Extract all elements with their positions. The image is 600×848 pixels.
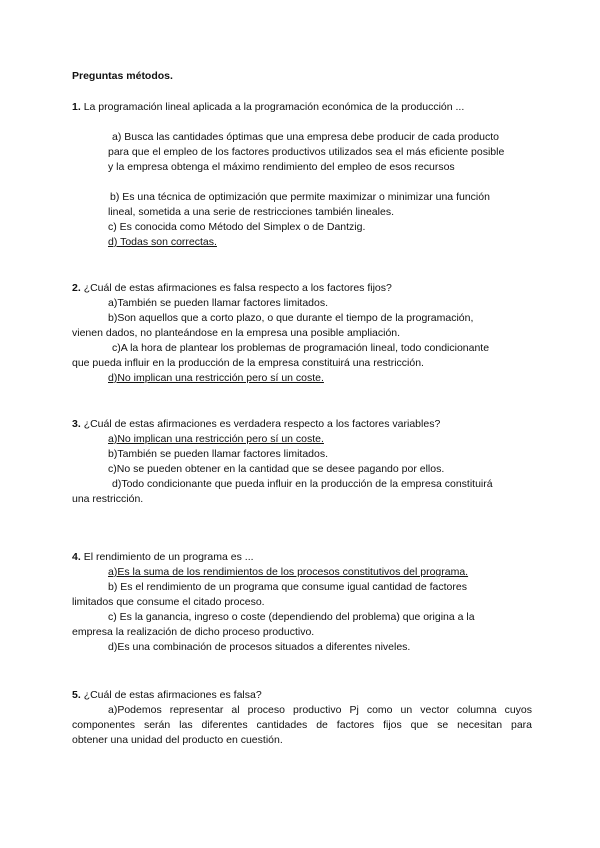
option-a-cont: obtener una unidad del producto en cuestión. — [72, 734, 283, 746]
question-number: 2. — [72, 282, 81, 294]
option-a: a) Busca las cantidades óptimas que una empresa debe producir de cada producto — [112, 131, 499, 143]
option-d — [72, 371, 532, 386]
option-a-text: a)Es la suma de los rendimientos de los procesos constitutivos del programa. — [108, 566, 469, 578]
option-b-cont: limitados que consume el citado proceso. — [72, 596, 265, 608]
question-number: 3. — [72, 418, 81, 430]
option-b-cont: vienen dados, no planteándose en la empresa una posible ampliación. — [72, 327, 401, 339]
option-c: c)No se pueden obtener en la cantidad que se desee pagando por ellos. — [108, 463, 445, 475]
option-b: b)También se pueden llamar factores limitados. — [108, 448, 329, 460]
question-4-header — [72, 550, 532, 565]
option-d: d)Es una combinación de procesos situados a diferentes niveles. — [108, 641, 411, 653]
option-a — [72, 565, 532, 580]
option-c-cont: empresa la realización de dicho proceso productivo. — [72, 626, 315, 638]
question-number: 4. — [72, 551, 81, 563]
option-c: c) Es conocida como Método del Simplex o de Dantzig. — [108, 221, 366, 233]
question-5 — [72, 688, 532, 748]
option-d: d)Todo condicionante que pueda influir en la producción de la empresa constituirá — [112, 478, 493, 490]
option-a-cont: componentes serán las diferentes cantidades de factores fijos que se necesitan para — [72, 719, 532, 731]
question-2 — [72, 281, 532, 386]
question-text: La programación lineal aplicada a la programación económica de la producción ... — [83, 101, 465, 113]
option-d — [72, 235, 532, 250]
option-b: b)Son aquellos que a corto plazo, o que durante el tiempo de la programación, — [108, 312, 474, 324]
option-a: a)También se pueden llamar factores limitados. — [108, 297, 329, 309]
option-d-text: d) Todas son correctas. — [108, 236, 217, 248]
option-a: a)Podemos representar al proceso productivo Pj como un vector columna cuyos — [108, 704, 532, 716]
option-c: c) Es la ganancia, ingreso o coste (dependiendo del problema) que origina a la — [108, 611, 475, 623]
question-text: El rendimiento de un programa es ... — [83, 551, 254, 563]
question-number: 1. — [72, 101, 81, 113]
option-a-cont: y la empresa obtenga el máximo rendimiento del empleo de esos recursos — [108, 161, 455, 173]
question-number: 5. — [72, 689, 81, 701]
option-d-text: d)No implican una restricción pero sí un coste. — [108, 372, 324, 384]
question-text: ¿Cuál de estas afirmaciones es verdadera respecto a los factores variables? — [83, 418, 441, 430]
option-a-cont: para que el empleo de los factores productivos utilizados sea el más eficiente posible — [108, 146, 505, 158]
question-text: ¿Cuál de estas afirmaciones es falsa? — [83, 689, 262, 701]
option-b: b) Es una técnica de optimización que permite maximizar o minimizar una función — [110, 191, 490, 203]
option-d-cont: una restricción. — [72, 493, 144, 505]
question-4 — [72, 550, 532, 655]
question-text: ¿Cuál de estas afirmaciones es falsa respecto a los factores fijos? — [83, 282, 392, 294]
option-c: c)A la hora de plantear los problemas de programación lineal, todo condicionante — [112, 342, 490, 354]
question-5-header — [72, 688, 532, 703]
question-1 — [72, 100, 532, 250]
option-a-text: a)No implican una restricción pero sí un coste. — [108, 433, 324, 445]
question-3-header — [72, 417, 532, 432]
option-a — [72, 432, 532, 447]
option-b: b) Es el rendimiento de un programa que consume igual cantidad de factores — [108, 581, 467, 593]
question-2-header — [72, 281, 532, 296]
option-b-cont: lineal, sometida a una serie de restricciones también lineales. — [108, 206, 394, 218]
question-1-header — [72, 100, 532, 115]
option-c-cont: que pueda influir en la producción de la empresa constituirá una restricción. — [72, 357, 424, 369]
document-title: Preguntas métodos. — [72, 70, 173, 82]
question-3 — [72, 417, 532, 507]
